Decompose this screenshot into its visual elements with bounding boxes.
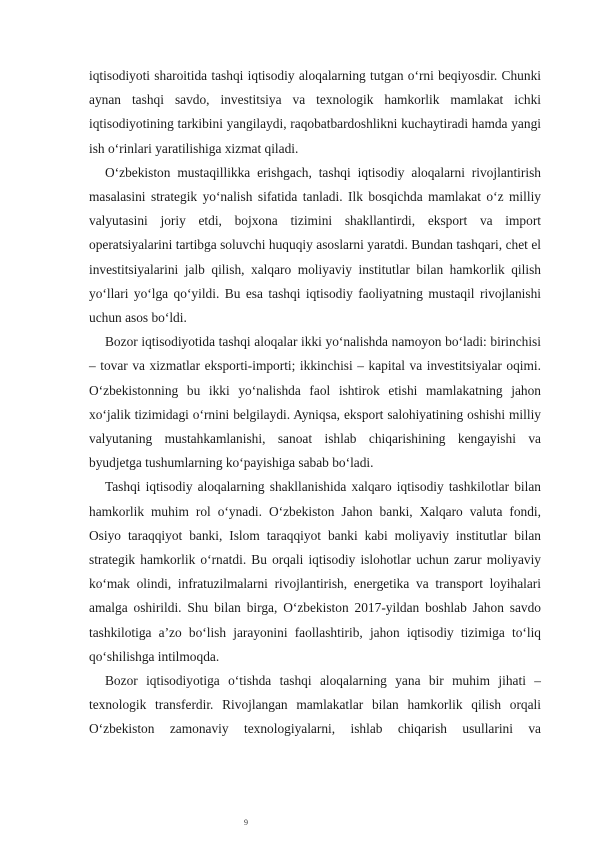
paragraph-5: Bozor iqtisodiyotiga o‘tishda tashqi aloqalarning yana bir muhim jihati – texnologik transferdir. Rivojlangan mamlakatlar bilan hamkorlik qilish orqali O‘zbekiston zamonaviy texnologiyalarni, ishlab chiqarish usullarini va bbox=[89, 673, 541, 737]
paragraph-1: iqtisodiyoti sharoitida tashqi iqtisodiy aloqalarning tutgan o‘rni beqiyosdir. Chunki aynan tashqi savdo, investitsiya va texnologik hamkorlik mamlakat ichki iqtisodiyotining tarkibini yangilaydi, raqobatbardoshlikni kuchaytiradi hamda yangi ish o‘rinlari yaratilishiga xizmat qiladi. bbox=[89, 68, 541, 156]
paragraph-4: Tashqi iqtisodiy aloqalarning shakllanishida xalqaro iqtisodiy tashkilotlar bilan hamkorlik muhim rol o‘ynadi. O‘zbekiston Jahon banki, Xalqaro valuta fondi, Osiyo taraqqiyot banki, Islom taraqqiyot banki kabi moliyaviy institutlar bilan strategik hamkorlik o‘rnatdi. Bu orqali iqtisodiy islohotlar uchun zarur moliyaviy ko‘mak olindi, infratuzilmalarni rivojlantirish, energetika va transport loyihalari amalga oshirildi. Shu bilan birga, O‘zbekiston 2017-yildan boshlab Jahon savdo tashkilotiga a’zo bo‘lish jarayonini faollashtirib, jahon iqtisodiy tizimiga to‘liq qo‘shilishga intilmoqda. bbox=[89, 479, 541, 664]
document-page bbox=[89, 64, 541, 742]
paragraph-3: Bozor iqtisodiyotida tashqi aloqalar ikki yo‘nalishda namoyon bo‘ladi: birinchisi – tovar va xizmatlar eksporti-importi; ikkinchisi – kapital va investitsiyalar oqimi. O‘zbekistonning bu ikki yo‘nalishda faol ishtirok etishi mamlakatning jahon xo‘jalik tizimidagi o‘rnini belgilaydi. Ayniqsa, eksport salohiyatining oshishi milliy valyutaning mustahkamlanishi, sanoat ishlab chiqarishining kengayishi va byudjetga tushumlarning ko‘payishiga sabab bo‘ladi. bbox=[89, 334, 541, 471]
paragraph-2: O‘zbekiston mustaqillikka erishgach, tashqi iqtisodiy aloqalarni rivojlantirish masalasini strategik yo‘nalish sifatida tanladi. Ilk bosqichda mamlakat o‘z milliy valyutasini joriy etdi, bojxona tizimini shakllantirdi, eksport va import operatsiyalarini tartibga soluvchi huquqiy asoslarni yaratdi. Bundan tashqari, chet el investitsiyalarini jalb qilish, xalqaro moliyaviy institutlar bilan hamkorlik qilish yo‘llari yo‘lga qo‘yildi. Bu esa tashqi iqtisodiy faoliyatning mustaqil rivojlanishi uchun asos bo‘ldi. bbox=[89, 164, 541, 326]
page-number: 9 bbox=[244, 818, 248, 827]
